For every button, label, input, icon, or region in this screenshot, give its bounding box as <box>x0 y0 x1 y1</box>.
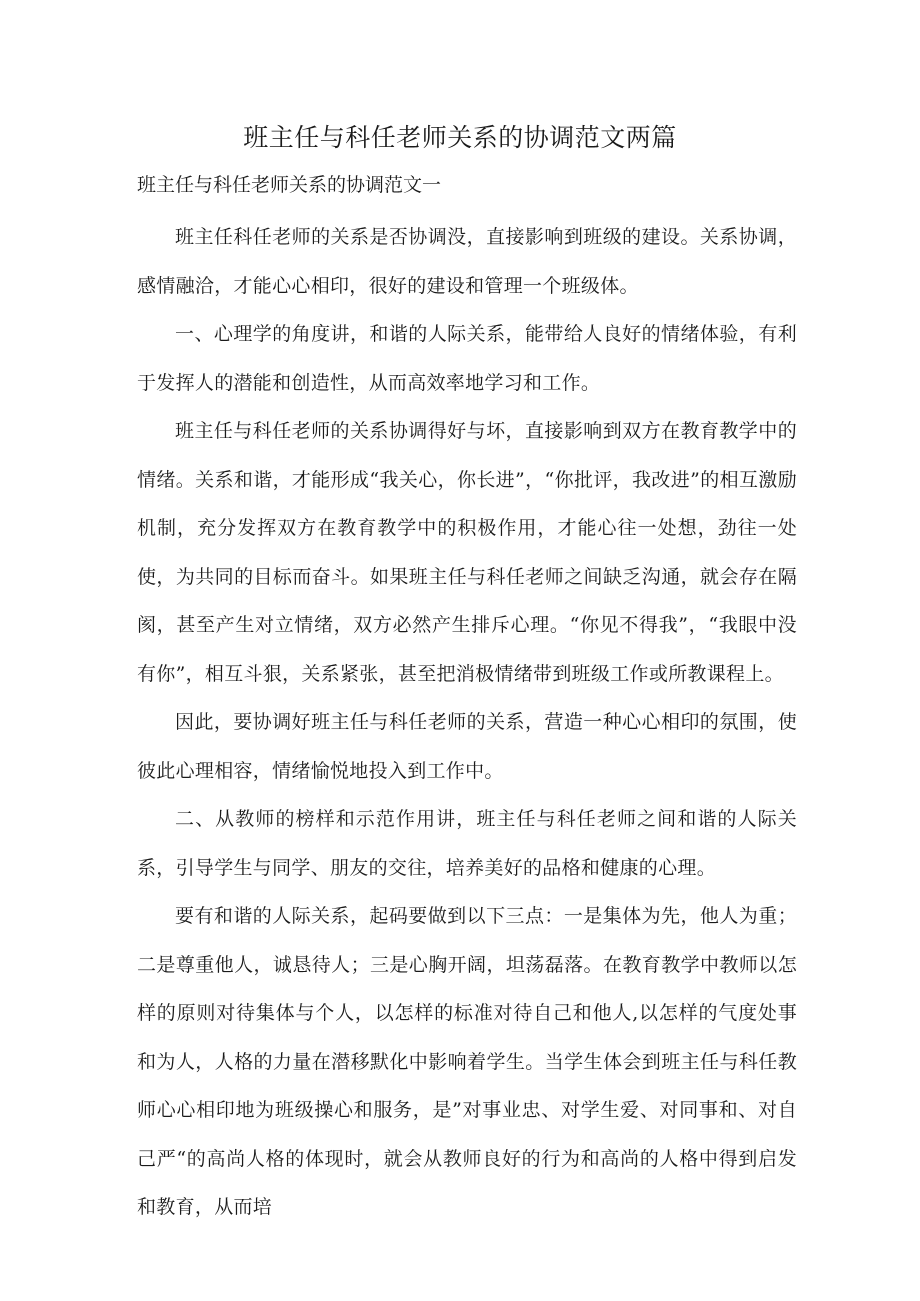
section-heading: 班主任与科任老师关系的协调范文一 <box>137 174 442 196</box>
paragraph: 一、心理学的角度讲，和谐的人际关系，能带给人良好的情绪体验，有利于发挥人的潜能和创造性，从而高效率地学习和工作。 <box>137 323 797 394</box>
paragraph: 要有和谐的人际关系，起码要做到以下三点：一是集体为先，他人为重；二是尊重他人，诚恳待人；三是心胸开阔，坦荡磊落。在教育教学中教师以怎样的原则对待集体与个人，以怎样的标准对待自己和他人,以怎样的气度处事和为人，人格的力量在潜移默化中影响着学生。当学生体会到班主任与科任教师心心相印地为班级操心和服务，是”对事业忠、对学生爱、对同事和、对自己严“的高尚人格的体现时，就会从教师良好的行为和高尚的人格中得到启发和教育，从而培 <box>137 905 797 1218</box>
paragraph: 因此，要协调好班主任与科任老师的关系，营造一种心心相印的氛围，使彼此心理相容，情绪愉悦地投入到工作中。 <box>137 711 797 782</box>
paragraph: 班主任与科任老师的关系协调得好与坏，直接影响到双方在教育教学中的情绪。关系和谐，才能形成“我关心，你长进”，“你批评，我改进”的相互激励机制，充分发挥双方在教育教学中的积极作用，才能心往一处想，劲往一处使，为共同的目标而奋斗。如果班主任与科任老师之间缺乏沟通，就会存在隔阂，甚至产生对立情绪，双方必然产生排斥心理。“你见不得我”，“我眼中没有你”，相互斗狠，关系紧张，甚至把消极情绪带到班级工作或所教课程上。 <box>137 420 797 685</box>
paragraph: 二、从教师的榜样和示范作用讲，班主任与科任老师之间和谐的人际关系，引导学生与同学、朋友的交往，培养美好的品格和健康的心理。 <box>137 808 797 879</box>
document-title: 班主任与科任老师关系的协调范文两篇 <box>243 123 677 152</box>
document-body <box>137 213 797 1232</box>
paragraph: 班主任科任老师的关系是否协调没，直接影响到班级的建设。关系协调，感情融洽，才能心心相印，很好的建设和管理一个班级体。 <box>137 226 797 297</box>
